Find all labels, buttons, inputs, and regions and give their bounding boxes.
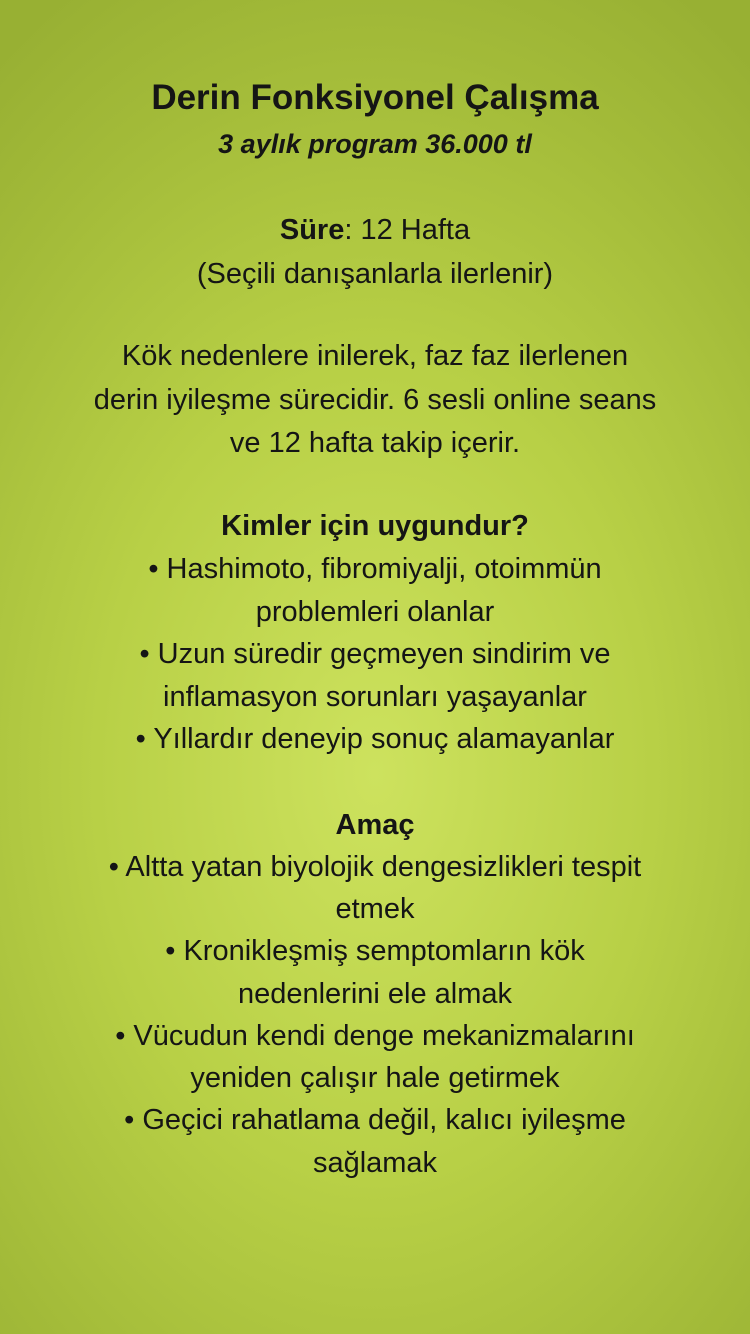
- description-line: Kök nedenlere inilerek, faz faz ilerlenen: [121, 340, 629, 372]
- bullet-icon: •: [108, 851, 119, 883]
- audience-item-line: [0, 634, 750, 674]
- bullet-icon: •: [139, 638, 150, 670]
- goal-item-text: Vücudun kendi denge mekanizmalarını: [133, 1020, 635, 1052]
- audience-item-line: [0, 549, 750, 589]
- audience-item-text: Hashimoto, fibromiyalji, otoimmün: [166, 553, 602, 585]
- bullet-icon: •: [165, 935, 176, 967]
- program-title: Derin Fonksiyonel Çalışma: [151, 78, 599, 117]
- audience-item-line: problemleri olanlar: [255, 596, 495, 628]
- bullet-icon: •: [148, 553, 159, 585]
- description-line: ve 12 hafta takip içerir.: [229, 427, 521, 459]
- goals-heading: Amaç: [335, 809, 415, 841]
- audience-heading: Kimler için uygundur?: [221, 510, 529, 542]
- duration-note: (Seçili danışanlarla ilerlenir): [196, 258, 554, 290]
- duration-value: 12 Hafta: [360, 214, 471, 246]
- goal-item-line: [0, 1100, 750, 1140]
- duration-separator: :: [344, 214, 361, 246]
- audience-item-line: [0, 719, 750, 759]
- audience-item-line: inflamasyon sorunları yaşayanlar: [163, 681, 587, 713]
- goal-item-line: sağlamak: [312, 1147, 438, 1179]
- goal-item-line: [0, 1016, 750, 1056]
- program-price: 3 aylık program 36.000 tl: [218, 129, 532, 159]
- goal-item-line: yeniden çalışır hale getirmek: [190, 1062, 560, 1094]
- goal-item-line: [0, 847, 750, 887]
- audience-item-text: Uzun süredir geçmeyen sindirim ve: [157, 638, 611, 670]
- goal-item-text: Geçici rahatlama değil, kalıcı iyileşme: [142, 1104, 626, 1136]
- duration-label: Süre: [279, 214, 345, 246]
- bullet-icon: •: [135, 723, 146, 755]
- goal-item-text: Altta yatan biyolojik dengesizlikleri tespit: [125, 851, 642, 883]
- bullet-icon: •: [124, 1104, 135, 1136]
- goal-item-line: [0, 931, 750, 971]
- description-line: derin iyileşme sürecidir. 6 sesli online seans: [93, 384, 657, 416]
- bullet-icon: •: [115, 1020, 126, 1052]
- goal-item-text: Kronikleşmiş semptomların kök: [183, 935, 585, 967]
- goal-item-line: etmek: [335, 893, 415, 925]
- duration-line: [0, 210, 750, 250]
- audience-item-text: Yıllardır deneyip sonuç alamayanlar: [153, 723, 615, 755]
- goal-item-line: nedenlerini ele almak: [237, 978, 513, 1010]
